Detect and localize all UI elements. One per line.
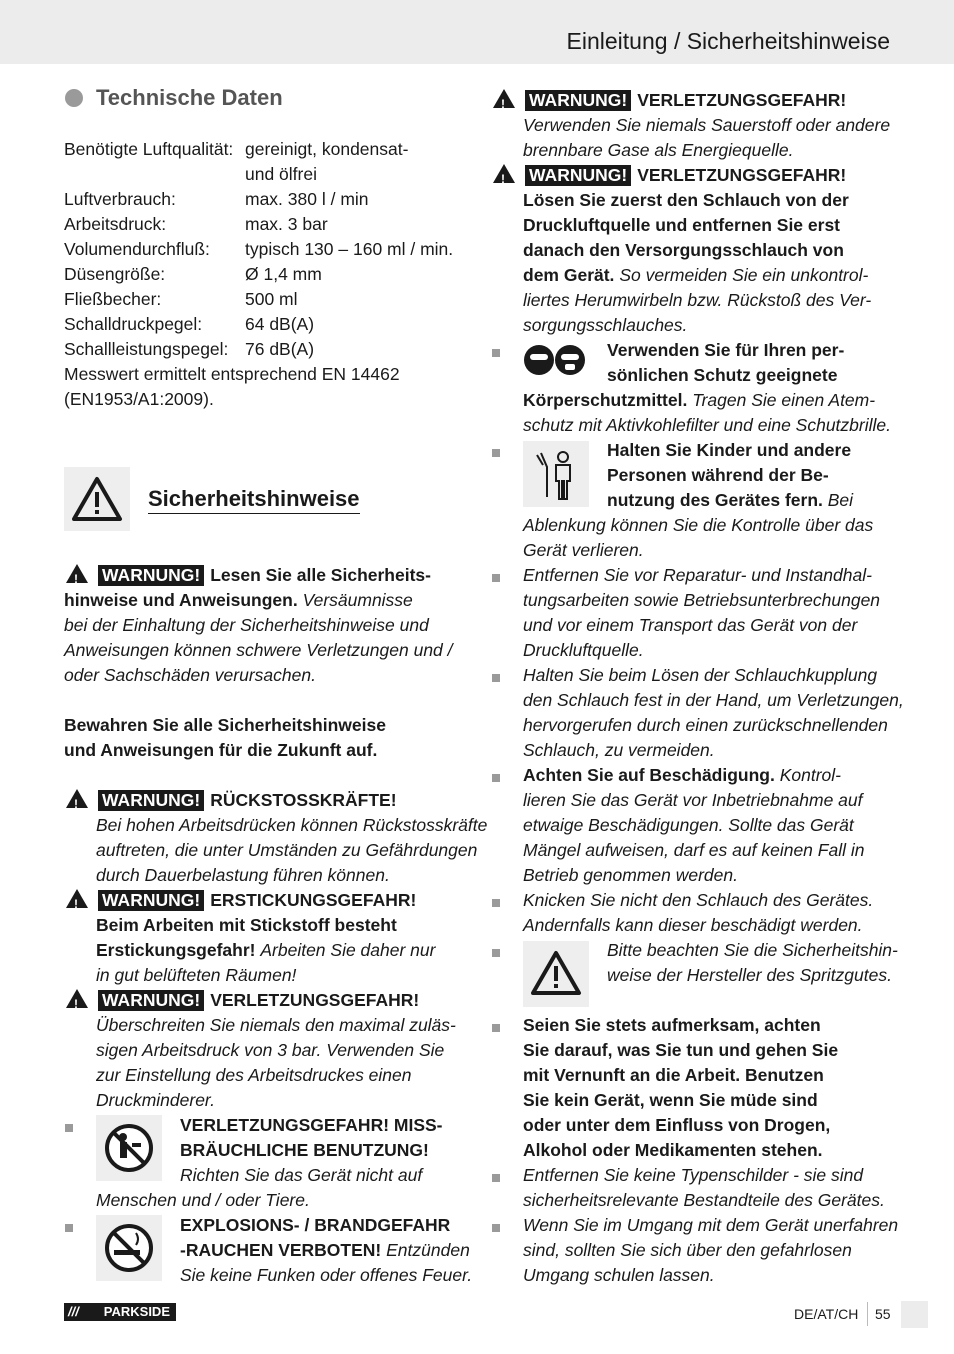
tech-value: Ø 1,4 mm [245,264,322,284]
text-line [523,763,841,788]
text-line: etwaige Beschädigungen. Sollte das Gerät [523,815,854,835]
warning-line [493,88,846,113]
tech-label: Arbeitsdruck: [64,214,167,234]
warning-triangle-icon [493,164,515,183]
warning-text: Lesen Sie alle Sicherheits- [210,565,431,585]
warning-text: Entzünden [386,1240,470,1260]
text-line: danach den Versorgungsschlauch von [523,240,844,260]
text-line: bei der Einhaltung der Sicherheitshinweise und [64,615,429,635]
text-line: Andernfalls kann dieser beschädigt werden. [523,915,863,935]
warning-text: hinweise und Anweisungen. [64,590,298,610]
text-line: Gerät verlieren. [523,540,644,560]
keep-children-away-icon [523,441,589,507]
text-line: Umgang schulen lassen. [523,1265,715,1285]
warning-text: Körperschutzmittel. [523,390,688,410]
text-line: Überschreiten Sie niemals den maximal zuläs- [96,1015,456,1035]
tech-value: gereinigt, kondensat- [245,139,409,159]
text-line: und vor einem Transport das Gerät von der [523,615,858,635]
protective-gear-icon [523,340,589,380]
tech-label: Volumendurchfluß: [64,239,210,259]
text-line: VERLETZUNGSGEFAHR! MISS- [180,1115,443,1135]
warning-text: nutzung des Gerätes fern. [607,490,823,510]
bullet-icon [492,1174,500,1182]
text-line: Bitte beachten Sie die Sicherheitshin- [607,940,898,960]
text-line: tungsarbeiten sowie Betriebsunterbrechungen [523,590,881,610]
warning-badge: WARNUNG! [525,165,631,186]
text-line: auftreten, die unter Umständen zu Gefährdungen [96,840,478,860]
warning-badge: WARNUNG! [98,990,204,1011]
text-line: Knicken Sie nicht den Schlauch des Gerätes. [523,890,874,910]
text-line: in gut belüfteten Räumen! [96,965,297,985]
text-line [180,1238,470,1263]
tech-value: max. 3 bar [245,214,328,234]
text-line: Druckluftquelle. [523,640,644,660]
bullet-icon [492,949,500,957]
warning-line [66,988,419,1013]
text-line [607,488,853,513]
text-line: hervorgerufen durch einen zurückschnellenden [523,715,888,735]
text-line: Personen während der Be- [607,465,829,485]
text-line: Druckminderer. [96,1090,215,1110]
tech-value: 76 dB(A) [245,339,315,359]
text-line: Beim Arbeiten mit Stickstoff besteht [96,915,397,935]
footer-tab [901,1301,928,1328]
text-line: zur Einstellung des Arbeitsdruckes einen [96,1065,412,1085]
no-smoking-icon [96,1215,162,1281]
text-line: durch Dauerbelastung führen können. [96,865,390,885]
text-line: Sie keine Funken oder offenes Feuer. [180,1265,473,1285]
warning-triangle-icon [66,564,88,583]
text-line: liertes Herumwirbeln bzw. Rückstoß des Ver- [523,290,872,310]
text-line: Entfernen Sie keine Typenschilder - sie sind [523,1165,864,1185]
text-line: Entfernen Sie vor Reparatur- und Instandhal- [523,565,872,585]
tech-value: und ölfrei [245,164,317,184]
warning-text: -RAUCHEN VERBOTEN! [180,1240,382,1260]
warning-line [66,788,397,813]
warning-line [66,888,416,913]
tech-label: Benötigte Luftqualität: [64,139,234,159]
section-bullet-icon [65,89,83,107]
text-line: den Schlauch fest in der Hand, um Verletzungen, [523,690,904,710]
text-line: sönlichen Schutz geeignete [607,365,838,385]
text-line: Lösen Sie zuerst den Schlauch von der [523,190,849,210]
warning-triangle-icon [66,789,88,808]
warning-badge: WARNUNG! [98,565,204,586]
tech-label: Düsengröße: [64,264,166,284]
text-line [523,263,868,288]
text-line: Menschen und / oder Tiere. [96,1190,310,1210]
warning-text: ERSTICKUNGSGEFAHR! [210,890,417,910]
tech-note: Messwert ermittelt entsprechend EN 14462 [64,364,400,384]
bullet-icon [492,1024,500,1032]
text-line: brennbare Gase als Energiequelle. [523,140,794,160]
text-line: schutz mit Aktivkohlefilter und eine Schutzbrille. [523,415,891,435]
warning-text: VERLETZUNGSGEFAHR! [637,90,847,110]
bullet-icon [492,674,500,682]
tech-title: Technische Daten [96,85,283,110]
tech-label: Fließbecher: [64,289,162,309]
page-header [0,0,954,64]
bullet-icon [65,1224,73,1232]
tech-label: Schalldruckpegel: [64,314,203,334]
brand-logo [64,1303,176,1321]
text-line: sind, sollten Sie sich über den gefahrlosen [523,1240,852,1260]
text-line: und Anweisungen für die Zukunft auf. [64,740,378,760]
warning-text: Achten Sie auf Beschädigung. [523,765,775,785]
text-line [523,388,875,413]
text-line: Ablenkung können Sie die Kontrolle über das [523,515,874,535]
text-line: Sie darauf, was Sie tun und gehen Sie [523,1040,839,1060]
warning-text: dem Gerät. [523,265,615,285]
tech-value: typisch 130 – 160 ml / min. [245,239,454,259]
warning-text: Versäumnisse [302,590,413,610]
text-line: lieren Sie das Gerät vor Inbetriebnahme auf [523,790,863,810]
text-line [64,588,413,613]
text-line: Seien Sie stets aufmerksam, achten [523,1015,821,1035]
text-line: Halten Sie beim Lösen der Schlauchkupplung [523,665,878,685]
text-line: oder unter dem Einfluss von Drogen, [523,1115,831,1135]
warning-badge: WARNUNG! [98,890,204,911]
warning-text: VERLETZUNGSGEFAHR! [210,990,420,1010]
warning-text: So vermeiden Sie ein unkontrol- [619,265,869,285]
warning-line [66,563,431,588]
tech-value: 500 ml [245,289,298,309]
page-number: 55 [875,1306,891,1322]
safety-title: Sicherheitshinweise [148,486,360,514]
bullet-icon [492,1224,500,1232]
bullet-icon [65,1124,73,1132]
text-line: sorgungsschlauches. [523,315,688,335]
text-line: Mängel aufweisen, darf es auf keinen Fall in [523,840,865,860]
warning-triangle-icon [66,989,88,1008]
tech-note: (EN1953/A1:2009). [64,389,214,409]
tech-value: 64 dB(A) [245,314,315,334]
text-line: Bewahren Sie alle Sicherheitshinweise [64,715,386,735]
text-line: Alkohol oder Medikamenten stehen. [523,1140,823,1160]
text-line [96,938,435,963]
logo-stripes-icon: /// [68,1304,79,1319]
bullet-icon [492,349,500,357]
warning-text: Arbeiten Sie daher nur [260,940,436,960]
text-line: Anweisungen können schwere Verletzungen und / [64,640,453,660]
warning-text: Kontrol- [779,765,842,785]
warning-triangle-icon [66,889,88,908]
tech-label: Luftverbrauch: [64,189,176,209]
bullet-icon [492,774,500,782]
text-line: Bei hohen Arbeitsdrücken können Rückstosskräfte [96,815,488,835]
warning-badge: WARNUNG! [98,790,204,811]
warning-line [493,163,846,188]
warning-sign-icon [523,941,589,1007]
warning-triangle-icon [493,89,515,108]
text-line: Halten Sie Kinder und andere [607,440,852,460]
bullet-icon [492,574,500,582]
warning-text: Erstickungsgefahr! [96,940,256,960]
bullet-icon [492,899,500,907]
tech-value: max. 380 l / min [245,189,369,209]
country-codes: DE/AT/CH [794,1306,859,1322]
text-line: Richten Sie das Gerät nicht auf [180,1165,423,1185]
no-pointing-at-people-icon [96,1115,162,1181]
warning-text: VERLETZUNGSGEFAHR! [637,165,847,185]
text-line: Schlauch, zu vermeiden. [523,740,715,760]
brand-name: PARKSIDE [103,1304,170,1319]
text-line: BRÄUCHLICHE BENUTZUNG! [180,1140,429,1160]
warning-text: Tragen Sie einen Atem- [692,390,876,410]
text-line: Sie kein Gerät, wenn Sie müde sind [523,1090,818,1110]
text-line: weise der Hersteller des Spritzgutes. [607,965,892,985]
header-title: Einleitung / Sicherheitshinweise [566,28,890,54]
text-line: oder Sachschäden verursachen. [64,665,316,685]
text-line: Druckluftquelle und entfernen Sie erst [523,215,840,235]
tech-label: Schallleistungspegel: [64,339,229,359]
warning-text: RÜCKSTOSSKRÄFTE! [210,790,397,810]
text-line: Wenn Sie im Umgang mit dem Gerät unerfahren [523,1215,899,1235]
warning-badge: WARNUNG! [525,90,631,111]
warning-text: Bei [827,490,854,510]
text-line: Verwenden Sie niemals Sauerstoff oder andere [523,115,891,135]
text-line: mit Vernunft an die Arbeit. Benutzen [523,1065,824,1085]
bullet-icon [492,449,500,457]
text-line: Betrieb genommen werden. [523,865,738,885]
text-line: sicherheitsrelevante Bestandteile des Gerätes. [523,1190,885,1210]
footer-divider [867,1302,868,1326]
text-line: Verwenden Sie für Ihren per- [607,340,845,360]
warning-sign-icon [64,467,130,531]
text-line: sigen Arbeitsdruck von 3 bar. Verwenden Sie [96,1040,445,1060]
text-line: EXPLOSIONS- / BRANDGEFAHR [180,1215,451,1235]
